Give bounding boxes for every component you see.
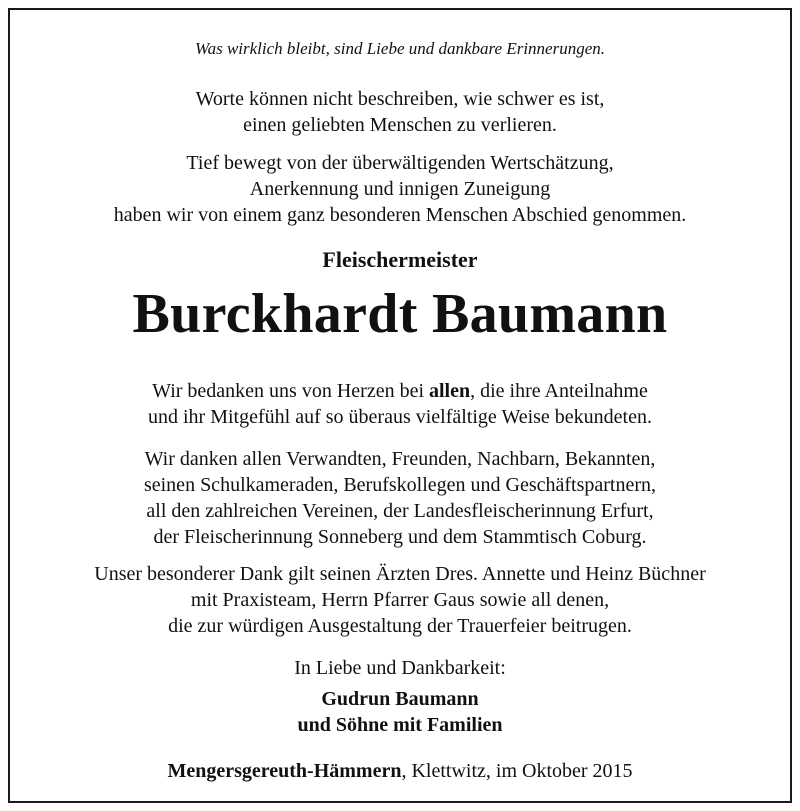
signer-line-2: und Söhne mit Familien [297,714,503,736]
thanks-all-line-2: und ihr Mitgefühl auf so überaus vielfältige Weise bekundeten. [148,406,652,428]
place-date-rest: , Klettwitz, im Oktober 2015 [401,760,633,782]
thanks-all-line-1-start: Wir bedanken uns von Herzen bei [152,380,429,402]
thanks-special-line-1: Unser besonderer Dank gilt seinen Ärzten Dres. Annette und Heinz Büchner [94,563,706,585]
thanks-people-line-1: Wir danken allen Verwandten, Freunden, Nachbarn, Bekannten, [144,448,656,470]
thanks-special-line-2: mit Praxisteam, Herrn Pfarrer Gaus sowie all denen, [190,589,610,611]
deceased-name [10,281,790,347]
closing-text: In Liebe und Dankbarkeit: [294,657,506,679]
appreciation-line-1: Tief bewegt von der überwältigenden Wertschätzung, [186,152,614,174]
signer-line-1: Gudrun Baumann [321,688,479,710]
deceased-profession [10,246,790,274]
signers [10,686,790,738]
name-text: Burckhardt Baumann [132,283,668,345]
thanks-people-line-2: seinen Schulkameraden, Berufskollegen und Geschäftspartnern, [143,474,657,496]
place-name: Mengersgereuth-Hämmern [167,760,402,782]
appreciation-paragraph [10,150,790,228]
appreciation-line-3: haben wir von einem ganz besonderen Menschen Abschied genommen. [113,204,687,226]
motto-text: Was wirklich bleibt, sind Liebe und dankbare Erinnerungen. [194,39,605,58]
place-date-line [10,758,790,784]
place-date [10,758,790,784]
thanks-all-emphasis: allen [429,380,471,402]
intro-line-1: Worte können nicht beschreiben, wie schwer es ist, [195,88,605,110]
thanks-special-paragraph [10,561,790,639]
thanks-all-paragraph [10,378,790,430]
closing-phrase [10,655,790,681]
thanks-special-line-3: die zur würdigen Ausgestaltung der Trauerfeier beitrugen. [168,615,632,637]
thanks-all-line-1 [10,378,790,404]
thanks-people-paragraph [10,446,790,550]
intro-line-2: einen geliebten Menschen zu verlieren. [243,114,557,136]
thanks-all-line-1-end: , die ihre Anteilnahme [470,380,648,402]
thanks-people-line-4: der Fleischerinnung Sonneberg und dem Stammtisch Coburg. [153,526,647,548]
motto [10,38,790,60]
profession-text: Fleischermeister [322,247,478,272]
intro-paragraph [10,86,790,138]
thanks-people-line-3: all den zahlreichen Vereinen, der Landesfleischerinnung Erfurt, [146,500,654,522]
notice-frame [8,8,792,803]
appreciation-line-2: Anerkennung und innigen Zuneigung [249,178,551,200]
